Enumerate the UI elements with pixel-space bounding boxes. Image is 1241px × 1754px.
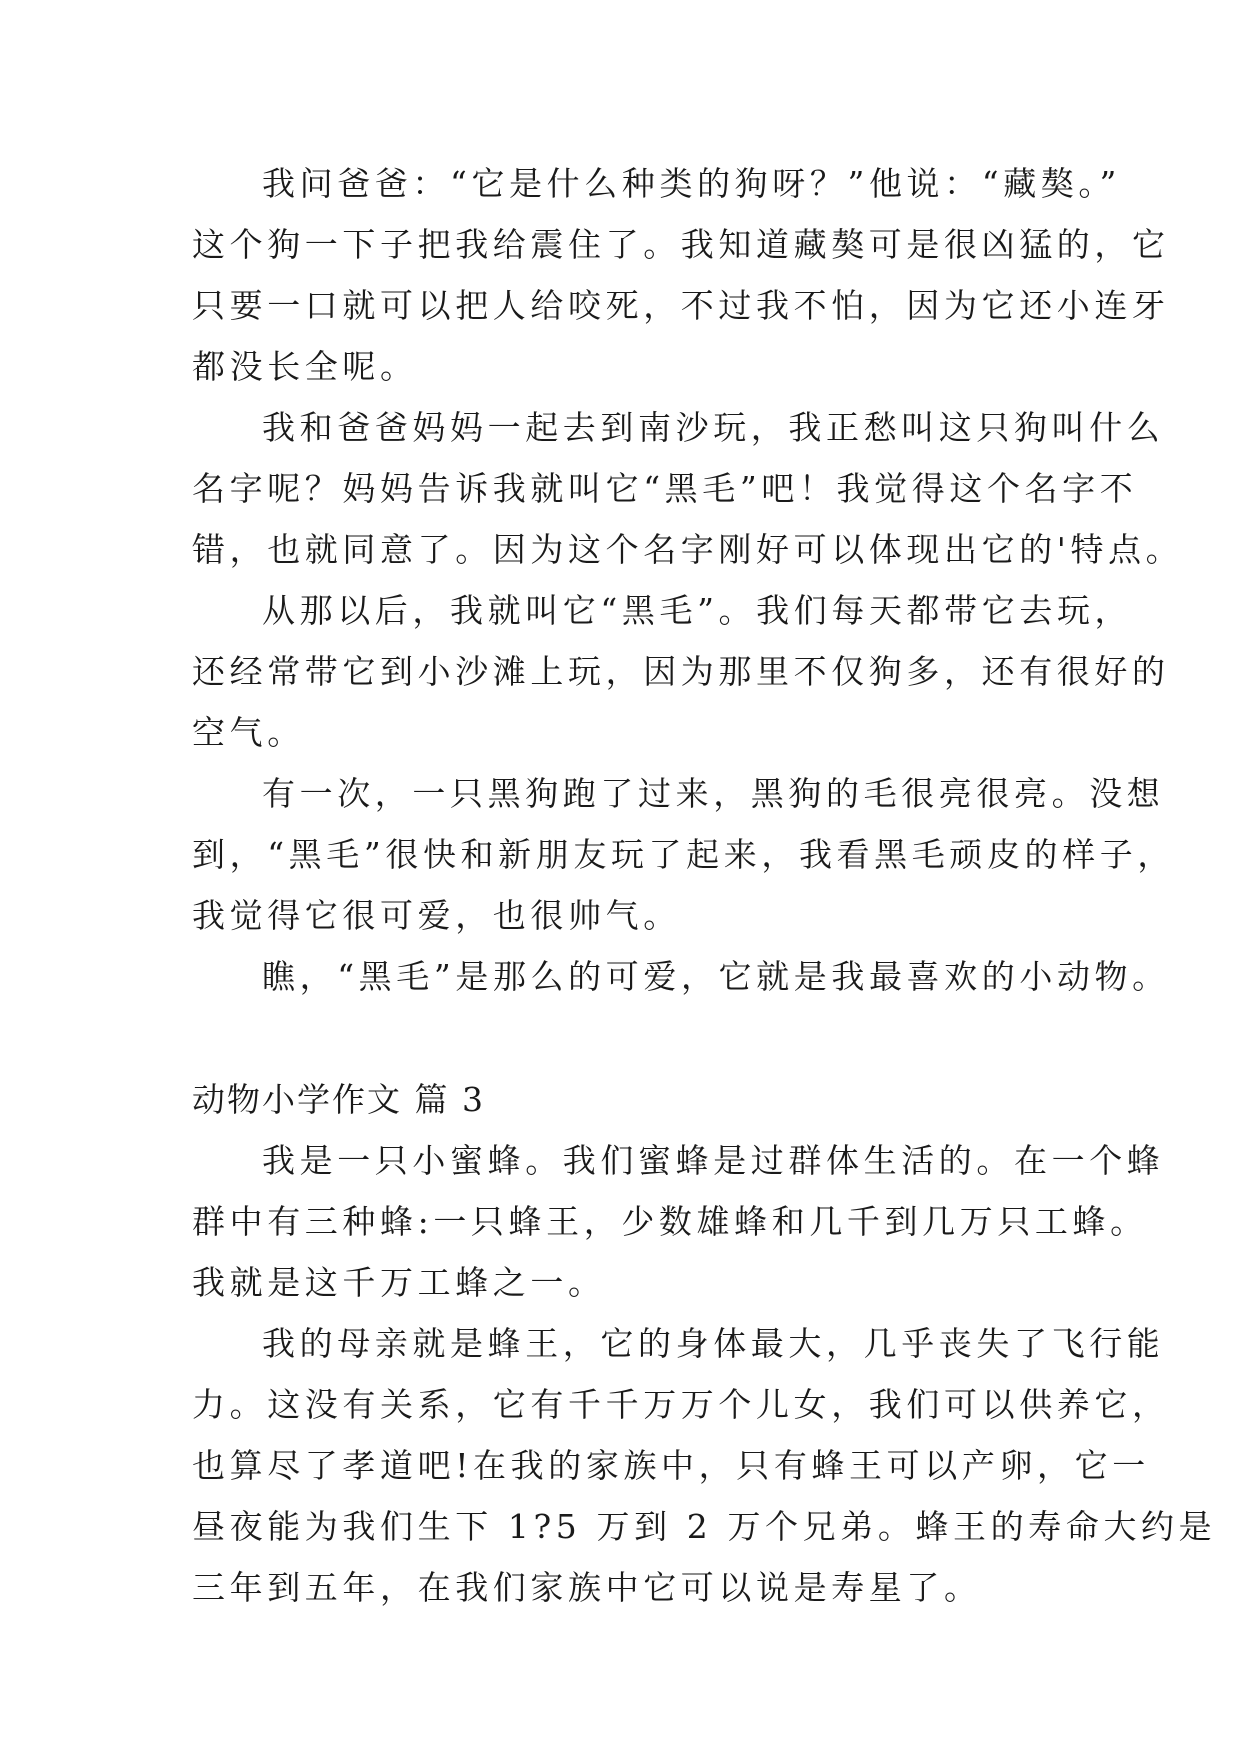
paragraph-4 xyxy=(192,763,1175,946)
paragraph-line: 这个狗一下子把我给震住了。我知道藏獒可是很凶猛的，它 xyxy=(192,225,1170,264)
paragraph-3 xyxy=(192,580,1170,763)
paragraph-line: 错，也就同意了。因为这个名字刚好可以体现出它的'特点。 xyxy=(192,530,1184,569)
paragraph-6 xyxy=(192,1130,1165,1313)
section-heading: 动物小学作文 篇 3 xyxy=(192,1080,485,1119)
paragraph-line: 有一次，一只黑狗跑了过来，黑狗的毛很亮很亮。没想 xyxy=(262,774,1165,813)
paragraph-line: 只要一口就可以把人给咬死，不过我不怕，因为它还小连牙 xyxy=(192,286,1170,325)
paragraph-line: 瞧，“黑毛”是那么的可爱，它就是我最喜欢的小动物。 xyxy=(262,957,1170,996)
paragraph-1 xyxy=(192,153,1170,397)
document-page xyxy=(192,153,1217,1618)
paragraph-line: 名字呢？妈妈告诉我就叫它“黑毛”吧！我觉得这个名字不 xyxy=(192,469,1138,508)
paragraph-line: 我就是这千万工蜂之一。 xyxy=(192,1263,606,1302)
paragraph-5 xyxy=(192,946,1170,1007)
paragraph-line: 从那以后，我就叫它“黑毛”。我们每天都带它去玩， xyxy=(262,591,1133,630)
paragraph-line: 都没长全呢。 xyxy=(192,347,418,386)
paragraph-line: 三年到五年，在我们家族中它可以说是寿星了。 xyxy=(192,1568,982,1607)
paragraph-line: 空气。 xyxy=(192,713,305,752)
paragraph-line: 还经常带它到小沙滩上玩，因为那里不仅狗多，还有很好的 xyxy=(192,652,1170,691)
paragraph-line: 也算尽了孝道吧!在我的家族中，只有蜂王可以产卵，它一 xyxy=(192,1446,1150,1485)
paragraph-line: 群中有三种蜂:一只蜂王，少数雄蜂和几千到几万只工蜂。 xyxy=(192,1202,1148,1241)
paragraph-line: 我觉得它很可爱，也很帅气。 xyxy=(192,896,681,935)
paragraph-line: 我问爸爸：“它是什么种类的狗呀？”他说：“藏獒。” xyxy=(262,164,1121,203)
paragraph-line: 我的母亲就是蜂王，它的身体最大，几乎丧失了飞行能 xyxy=(262,1324,1165,1363)
paragraph-line: 我是一只小蜜蜂。我们蜜蜂是过群体生活的。在一个蜂 xyxy=(262,1141,1165,1180)
section-gap xyxy=(192,1007,1054,1069)
paragraph-line: 我和爸爸妈妈一起去到南沙玩，我正愁叫这只狗叫什么 xyxy=(262,408,1165,447)
paragraph-2 xyxy=(192,397,1184,580)
paragraph-line: 昼夜能为我们生下 1?5 万到 2 万个兄弟。蜂王的寿命大约是 xyxy=(192,1507,1217,1546)
paragraph-7 xyxy=(192,1313,1217,1618)
paragraph-line: 力。这没有关系，它有千千万万个儿女，我们可以供养它， xyxy=(192,1385,1170,1424)
paragraph-line: 到，“黑毛”很快和新朋友玩了起来，我看黑毛顽皮的样子， xyxy=(192,835,1175,874)
